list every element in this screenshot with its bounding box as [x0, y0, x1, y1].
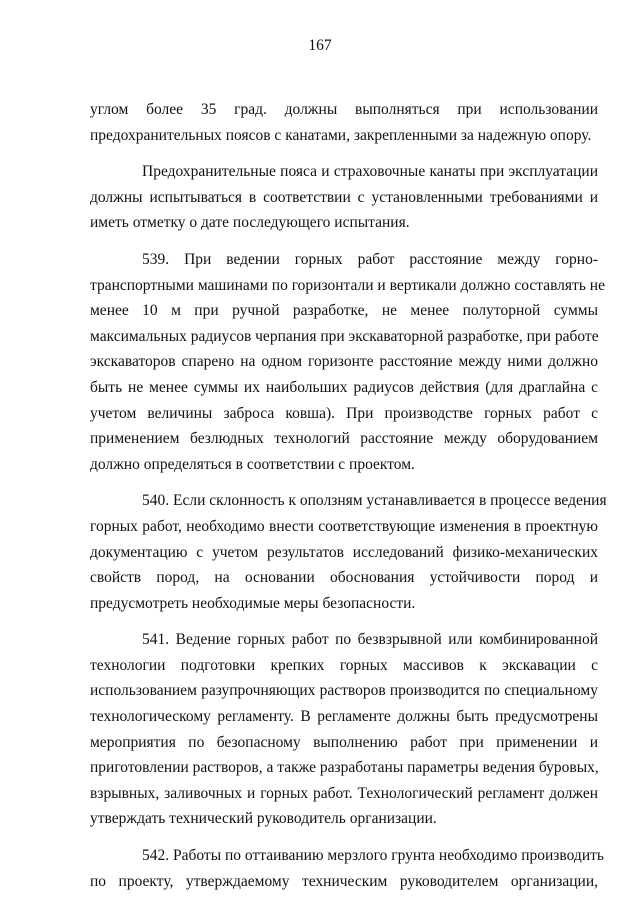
text-line: использованием разупрочняющих растворов производится по специальному [90, 682, 598, 700]
text-line: взрывных, заливочных и горных работ. Технологический регламент должен [90, 784, 598, 802]
text-line: 539. При ведении горных работ расстояние между горно- [142, 250, 598, 268]
paragraph [90, 627, 598, 832]
text-line: приготовлении растворов, а также разработаны параметры ведения буровых, [90, 759, 599, 777]
text-line: углом более 35 град. должны выполняться при использовании [90, 101, 598, 118]
text-line: горных работ, необходимо внести соответствующие изменения в проектную [90, 517, 598, 535]
paragraph-gap [90, 616, 598, 627]
text-line: предохранительных поясов с канатами, закрепленными за надежную опору. [90, 126, 592, 144]
text-line: предусмотреть необходимые меры безопасности. [90, 594, 416, 612]
text-line: 541. Ведение горных работ по безвзрывной или комбинированной [142, 631, 598, 649]
text-line: менее 10 м при ручной разработке, не менее полуторной суммы [90, 302, 598, 320]
text-line: должно определяться в соответствии с проектом. [90, 455, 415, 473]
text-line: быть не менее суммы их наибольших радиусов действия (для драглайна с [90, 378, 598, 396]
paragraph [90, 97, 598, 148]
text-line: максимальных радиусов черпания при экскаваторной разработке, при работе [90, 327, 599, 345]
paragraph [90, 488, 607, 616]
paragraph-gap [90, 477, 598, 488]
text-line: транспортными машинами по горизонтали и вертикали должно составлять не [90, 276, 605, 294]
text-line: по проекту, утверждаемому техническим руководителем организации, [90, 872, 598, 890]
text-line: экскаваторов спарено на одном горизонте расстояние между ними должно [90, 353, 598, 371]
text-line: документацию с учетом результатов исследований физико-механических [90, 543, 598, 561]
document-body [90, 97, 607, 894]
text-line: иметь отметку о дате последующего испытания. [90, 214, 410, 232]
paragraph-gap [90, 832, 598, 843]
text-line: технологии подготовки крепких горных массивов к экскавации с [90, 656, 598, 674]
text-line: 540. Если склонность к оползням устанавливается в процессе ведения [142, 492, 607, 510]
text-line: технологическому регламенту. В регламенте должны быть предусмотрены [90, 708, 598, 726]
text-line: учетом величины заброса ковша). При производстве горных работ с [90, 404, 598, 422]
paragraph-gap [90, 236, 598, 247]
paragraph-gap [90, 148, 598, 159]
text-line: Предохранительные пояса и страховочные канаты при эксплуатации [142, 163, 598, 181]
paragraph [90, 843, 604, 894]
text-line: 542. Работы по оттаиванию мерзлого грунта необходимо производить [142, 847, 604, 865]
text-line: мероприятия по безопасному выполнению работ при применении и [90, 733, 598, 751]
text-line: должны испытываться в соответствии с установленными требованиями и [90, 188, 598, 206]
text-line: утверждать технический руководитель организации. [90, 810, 437, 828]
text-line: применением безлюдных технологий расстояние между оборудованием [90, 430, 598, 448]
page-number: 167 [308, 37, 332, 54]
paragraph [90, 247, 605, 477]
text-line: свойств пород, на основании обоснования устойчивости пород и [90, 569, 598, 587]
paragraph [90, 159, 598, 236]
